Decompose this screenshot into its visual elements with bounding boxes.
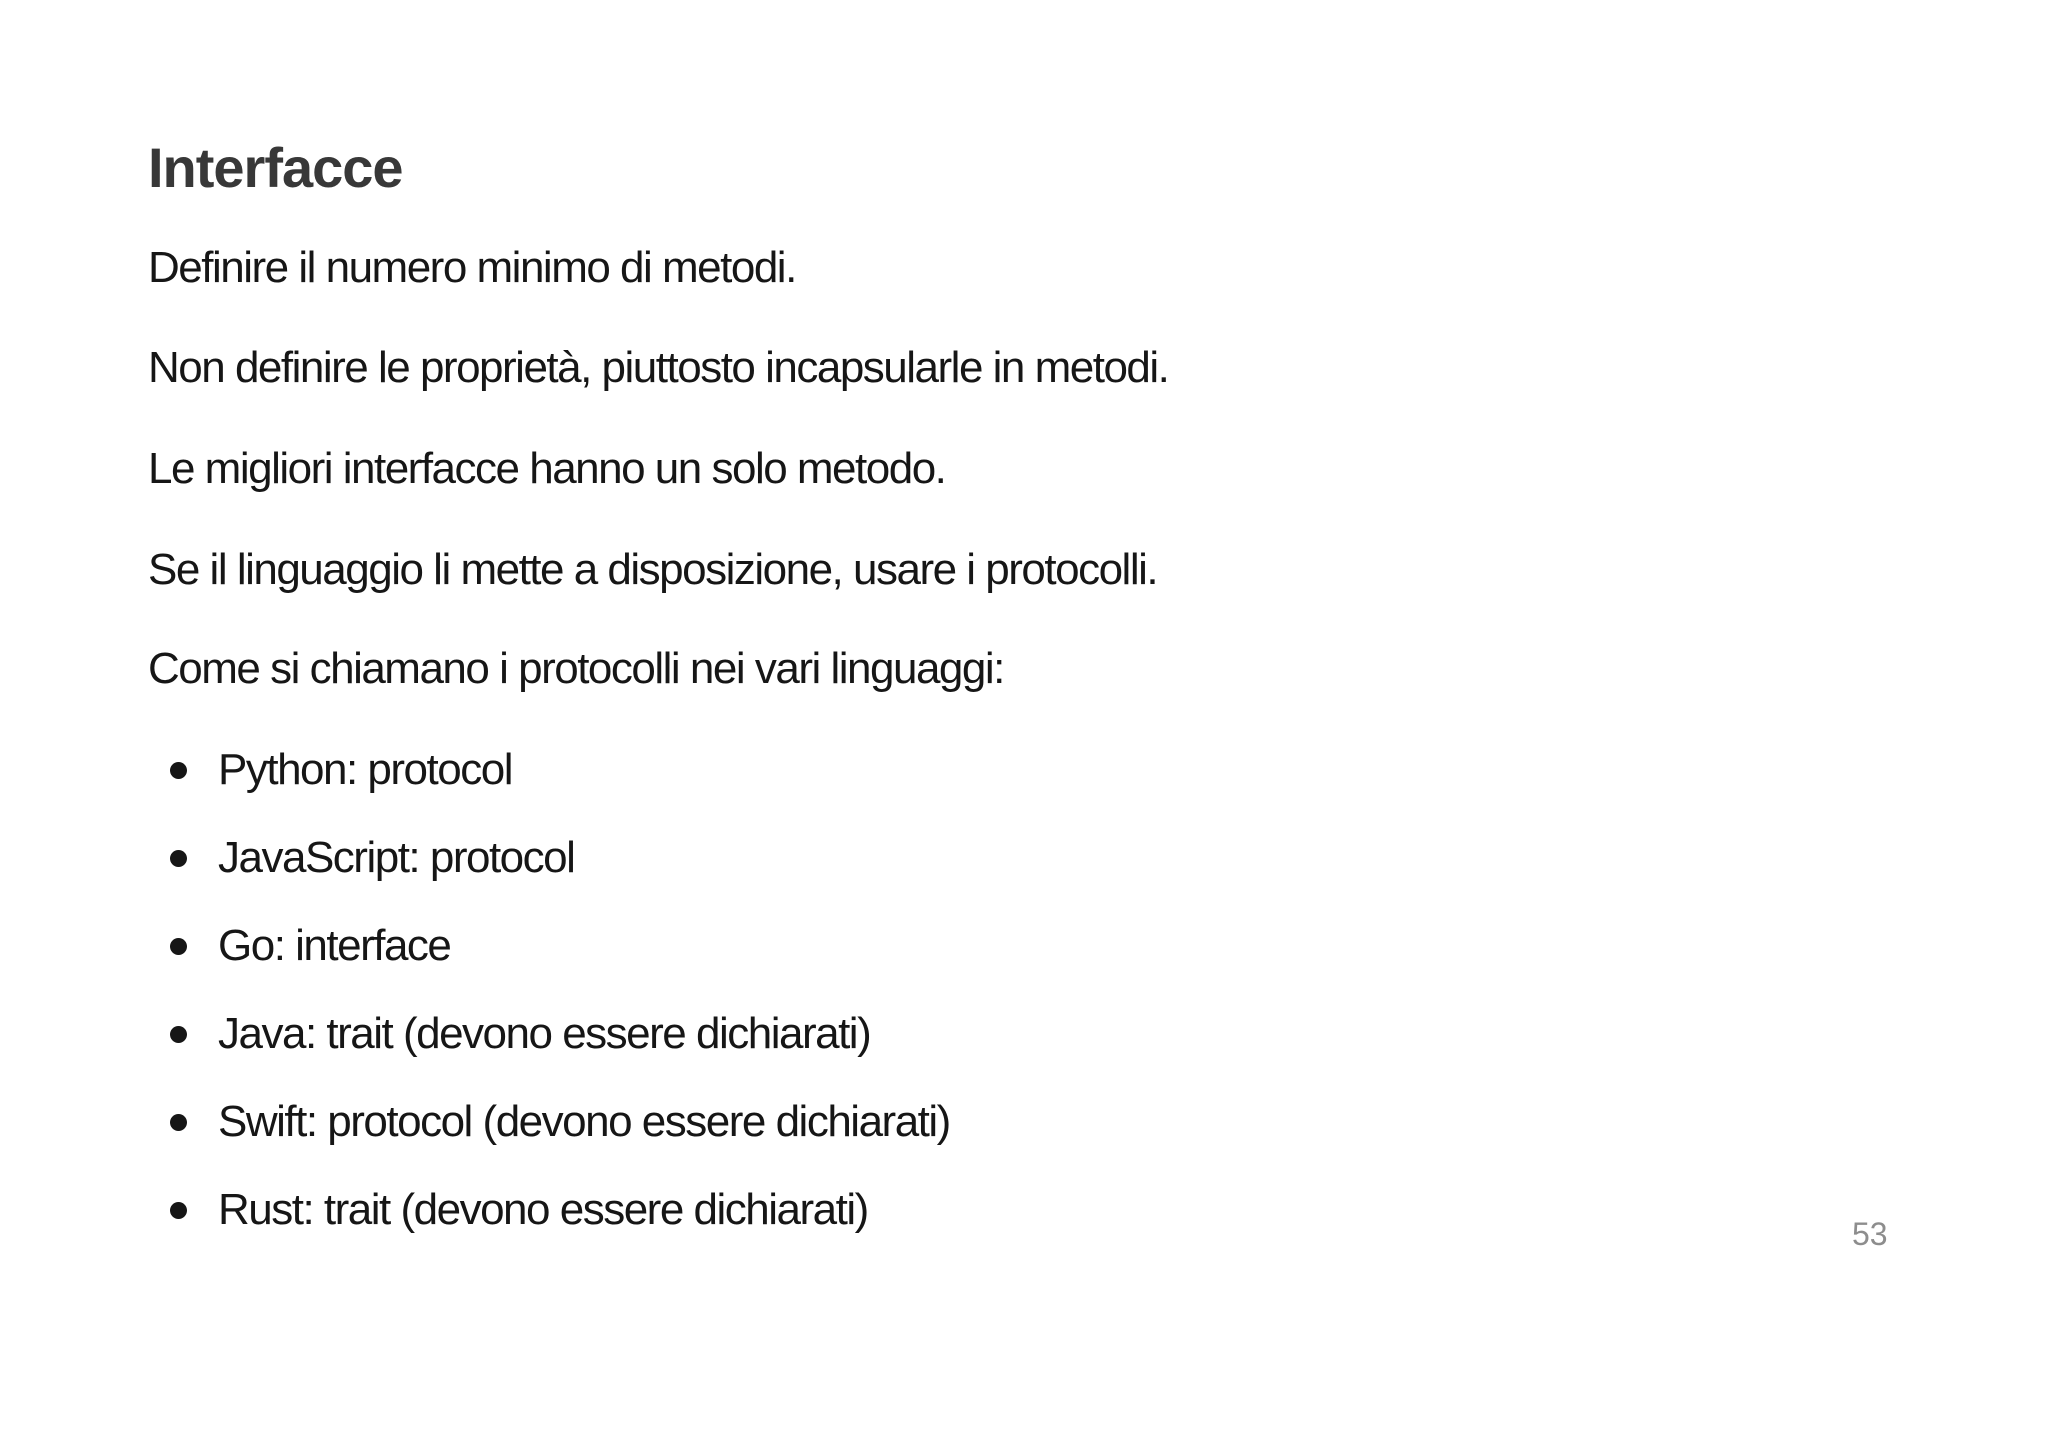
list-item-text: Go: interface [218,921,451,970]
bullet-icon [170,938,187,955]
bullet-icon [170,1114,187,1131]
bullet-icon [170,850,187,867]
bullet-icon [170,762,187,779]
bullet-icon [170,1026,187,1043]
paragraph-3: Le migliori interfacce hanno un solo metodo. [148,444,946,493]
list-item-text: JavaScript: protocol [218,833,575,882]
page-number: 53 [1852,1216,1888,1252]
paragraph-2: Non definire le proprietà, piuttosto incapsularle in metodi. [148,343,1169,392]
paragraph-4: Se il linguaggio li mette a disposizione, usare i protocolli. [148,545,1158,594]
paragraph-1: Definire il numero minimo di metodi. [148,243,796,292]
list-item-text: Swift: protocol (devono essere dichiarati) [218,1097,950,1146]
paragraph-5: Come si chiamano i protocolli nei vari linguaggi: [148,644,1004,693]
slide-title: Interfacce [148,136,403,199]
list-item-text: Python: protocol [218,745,512,794]
list-item-text: Java: trait (devono essere dichiarati) [218,1009,871,1058]
list-item-text: Rust: trait (devono essere dichiarati) [218,1185,868,1234]
bullet-icon [170,1202,187,1219]
